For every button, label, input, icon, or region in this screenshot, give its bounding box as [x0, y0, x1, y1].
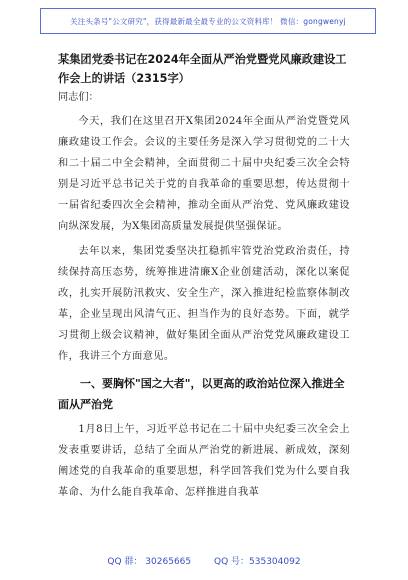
footer-qq-number: QQ 号：535304092	[214, 557, 301, 567]
document-body	[58, 50, 350, 503]
promo-banner-text: 关注头条号"公文研究"，获得最新最全最专业的公文资料库！ 微信：gongwenyj	[70, 16, 346, 26]
paragraph-intro: 今天，我们在这里召开X集团2024年全面从严治党暨党风廉政建设工作会。会议的主要任务是深入学习贯彻党的二十大和二十届二中全会精神，全面贯彻二十届中央纪委三次全会特别是习近平总书记关于党的自我革命的重要思想，传达贯彻十一届省纪委四次全会精神，推动全面从严治党、党风廉政建设向纵深发展，为X集团高质量发展提供坚强保证。	[58, 116, 350, 232]
footer-contact	[0, 554, 408, 567]
section-paragraph: 1月8日上午，习近平总书记在二十届中央纪委三次全会上发表重要讲话，总结了全面从严治党的新进展、新成效，深刻阐述党的自我革命的重要思想，科学回答我们党为什么要自我革命、为什么能自我革命、怎样推进自我革	[58, 424, 350, 498]
promo-banner	[40, 8, 376, 34]
document-title: 某集团党委书记在2024年全面从严治党暨党风廉政建设工作会上的讲话（2315字）	[58, 53, 347, 85]
paragraph-review: 去年以来，集团党委坚决扛稳抓牢管党治党政治责任，持续保持高压态势，统筹推进清廉X企业创建活动，深化以案促改，扎实开展防汛救灾、安全生产，深入推进纪检监察体制改革，企业呈现出风清气正、担当作为的良好态势。下面，就学习贯彻上级会议精神，做好集团全面从严治党党风廉政建设工作，我讲三个方面意见。	[58, 246, 350, 362]
section-heading: 一、要胸怀"国之大者"，以更高的政治站位深入推进全面从严治党	[58, 377, 345, 411]
greeting: 同志们：	[58, 92, 99, 103]
footer-qq-group: QQ 群： 30265665	[107, 557, 192, 567]
